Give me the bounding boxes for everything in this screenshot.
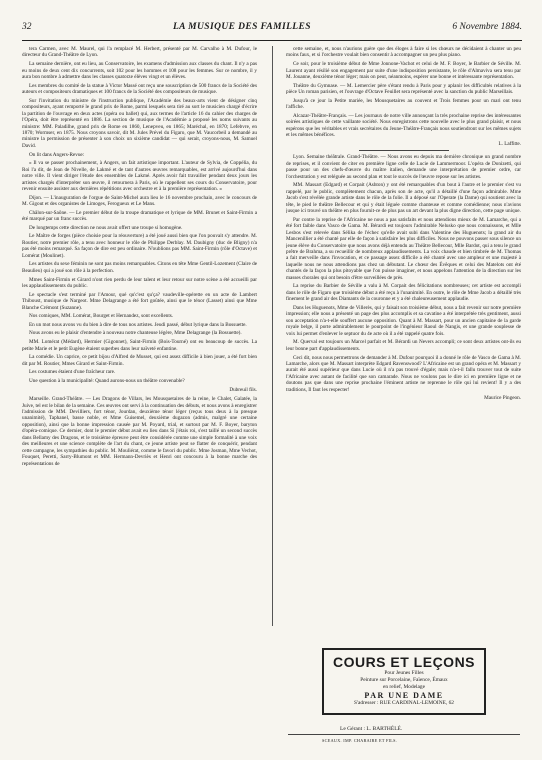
publisher-credit: Le Gérant : L. BARTHÉLÉ. [340, 726, 403, 732]
paragraph: La reprise du Barbier de Séville a valu à M. Corpait des félicitations nombreuses; cet artiste est accompli dans le rôle de Figaro que troisième début a été reçu à l'unanimité. En outre, le rôle de Mme Jacob a détaillé très finement le grand air des Diamants de la couronne et y a été chaleureusement applaudie. [286, 283, 521, 303]
paragraph: Lyon. Semaine théâtrale. Grand-Théâtre. — Nous avons eu depuis ma dernière chronique un grand nombre de reprises, et il convient de citer en première ligne celle de Lucie de Lammermoor. L'opéra de Donizetti, qui passe pour un des chefs-d'œuvre du maître italien, demande une interprétation de premier ordre, car l'orchestration y est reléguée au second plan et tout le succès de l'œuvre repose sur les artistes. [286, 154, 521, 180]
left-column [22, 46, 257, 736]
printer-imprint: SCEAUX. IMP. CHARAIRE ET FILS. [322, 738, 398, 743]
paragraph: La comédie. Un caprice, ce petit bijou d'Alfred de Musset, qui est assez difficile à bien jouer, a été fort bien dit par M. Routier, Mmes Girard et Saint-Firmin. [22, 354, 257, 367]
signature: L. Laffitte. [498, 140, 521, 147]
paragraph: « Il va se passer prochainement, à Angers, un fait artistique important. L'auteur de Sylvia, de Coppélia, du Roi l'a dit, de Jean de Nivelle, de Lakmé et de tant d'autres œuvres remarquables, est arrivé aujourd'hui dans notre ville. Il vient diriger l'étude des ensembles de Lakmé. Après avoir fait travailler pendant deux jours les artistes chargés d'interpréter son œuvre, il retournera à Paris, où le rappellent ses cours du Conservatoire, pour revenir ensuite assister aux dernières répétitions avec orchestre et à la première représentation. » [22, 160, 257, 192]
paragraph: Marseille. Grand-Théâtre. — Les Dragons de Villars, les Mousquetaires de la reine, le Chalet, Galatée, la Juive, tel est le bilan de la semaine. Ces œuvres ont servi à la continuation des débuts, et nous avons à enregistrer l'admission de MM. Devilliers, fort ténor, Jourdan, deuxième ténor léger (reçus tous deux à la presque unanimité), Taphanel, basse noble, et Mme Guisemel, deuxième dugazon (admis, malgré une certaine opposition), ainsi que la bonne impression causée par M. Poyard, trial, et surtout par M. F. Boyer, baryton d'opéra-comique. Ce dernier, dont le premier début avait eu lieu dans Si j'étais roi, s'est taillé un second succès dans Bellamy des Dragons, et le troisième épreuve peut être considérée comme une simple formalité à une voix des meilleures et une science complète de l'art du chant, ce jeune artiste peut se flatter de conquérir, pendant cette campagne, les sympathies du public. M. Mouliérat, comme le favori du public. Mme Josman, Mme Vechot, Fouquet, Peretti, Sarry-Blumont et MM. Hermann-Devriès et Henri ont concouru à la bonne marche des représentations de [22, 396, 257, 467]
paragraph: Ceci dit, nous nous permettrons de demander à M. Dufour pourquoi il a donné le rôle de Vasco de Gama à M. Lamarche, alors que M. Massart interprète Edgard Ravenswood? L'Africaine est un grand opéra et M. Massart y aurait été aussi supérieur que dans Lucie où il n'a pas trouvé d'égale; mais n'a-t-il fallu trouver tout de suite l'Africaine avec autant de facilité que son camarade. Nous ne voulons pas le dire ici en première ligne et ne doutons pas que dans une reprise prochaine l'éminent artiste ne reprenne le rôle qui lui revient! Il y a des traditions, Il faut les respecter! [286, 354, 521, 393]
paragraph: Sur l'invitation du ministre de l'instruction publique, l'Académie des beaux-arts vient de désigner cinq compositeurs, ayant remporté le grand prix de Rome, parmi lesquels sera tiré au sort le musicien chargé d'écrire la partition de l'ouvrage en deux actes (opéra ou ballet) qui, aux termes de l'article 16 du cahier des charges de l'Opéra, doit être représenté en 1886. La section de musique de l'Académie a proposé les noms suivants au ministre: MM. Paladilhe, grand prix de Rome en 1860, Lenepveu, en 1865; Maréchal, en 1870; Lefebvre, en 1870; Wormser, en 1875. Nous croyons savoir, dit M. Jules Prével du Figaro, que M. Vaucorbeil a demandé au ministre la permission de présenter à son choix un sixième candidat — qui serait, croyons-nous, M. Samuel David. [22, 97, 257, 149]
paragraph: Mmes Saint-Firmin et Girard n'ont rien perdu de leur talent et leur retour sur notre scène a été accueilli par les applaudissements du public. [22, 276, 257, 290]
paragraph: Le spectacle s'est terminé par l'Amour, qué qu'c'est qu'ça? vaudeville-opérette en un acte de Lambert Thiboust, musique de Nargeot. Mme Delagrange a été fort goûtée, ainsi que le ténor (Lasset) ainsi que Mme Blanche Crémont (Suzanne). [22, 291, 257, 311]
paragraph: MM. Lomérat (Médard), Hermier (Gigonnet), Saint-Firmin (Bois-Tourné) ont eu beaucoup de succès. La petite Marie et le petit Eugène étaient superbes dans leur naïveté enfantine. [22, 339, 257, 352]
ad-name: PAR UNE DAME [364, 691, 444, 700]
paragraph: Les costumes étaient d'une fraîcheur rare. [29, 369, 116, 376]
issue-date: 6 Novembre 1884. [452, 22, 522, 32]
section-rule [359, 150, 449, 151]
page-number: 32 [22, 22, 32, 32]
signature: Dubreuil fils. [229, 386, 257, 393]
paragraph: Les artistes du sexe féminin ne sont pas moins remarquables. Citons en tête Mme Gentil-Lozement (Claire de Beaulieu) qui a joué son rôle à la perfection. [22, 261, 257, 274]
paragraph: On lit dans Angers-Revue: [29, 151, 85, 158]
footer-rule [288, 734, 520, 735]
page-header [22, 22, 522, 38]
paragraph: La semaine dernière, ont eu lieu, au Conservatoire, les examens d'admission aux classes du chant. Il n'y a pas eu moins de deux cent dix concurrents, soit 102 pour les hommes et 108 pour les femmes. Sur ce nombre, il y aura bon nombre à admettre dans les classes quatorze élèves vingt et un élèves. [22, 61, 257, 80]
paragraph: Théâtre du Gymnase. — M. Lemercier père s'étant rendu à Paris pour y aplanir les difficultés relatives à la pièce Un roman parisien, et l'ouvrage d'Octave Feuillet sera représenté avec la sanction du public Marseillais. [286, 82, 521, 96]
paragraph: Nos comiques, MM. Lomérat, Bourget et Hernandez, sont excellents. [29, 313, 174, 320]
paragraph: Une question à la municipalité: Quand aurons-nous un théâtre convenable? [29, 377, 185, 384]
signature: Maurice Pingeon. [484, 395, 521, 402]
paragraph: Le Maître de forges (pièce choisie pour la réouverture) a été joué aussi bien que l'on pouvait s'y attendre. M. Routier, notre premier rôle, a tenu avec honneur le rôle de Philippe Derblay. M. Daubigny (duc de Bligny) n'a pas été moins remarqué. Sa façon de dire est peu ordinaire. N'oublions pas MM. Saint-Firmin (rôle d'Octave) et Lomérat (Moulinet). [22, 233, 257, 259]
newspaper-page [22, 22, 522, 743]
paragraph: Les membres du comité de la statue à Victor Massé ont reçu une souscription de 500 francs de la Société des auteurs et compositeurs dramatiques et 100 francs de la Société des compositeurs de musique. [22, 82, 257, 96]
journal-title: LA MUSIQUE DES FAMILLES [172, 22, 311, 32]
advertisement-box [322, 648, 486, 715]
paragraph: Dans les Huguenots, Mme de Villerès, qui y faisait son troisième début, nous a fait revenir sur notre première impression; elle nous a présenté un page des plus accomplis et sa cavatine a été interprétée très gentiment, aussi son acceptation n'a-t-elle souffert aucune opposition. Quant à M. Massart, pour un ancien capitaine de la garde royale belge, il porte admirablement le pourpoint de l'ingénieur Raoul de Nangis, et une grande souplesse de voix lui permet d'enlever le septuor du 4e acte où il a été rappelé quatre fois. [286, 305, 521, 337]
paragraph: Par contre la reprise de l'Africaine ne nous a pas satisfaits et nous attendions mieux de M. Lamarche, qui a été fort faible dans Vasco de Gama. M. Bérardi est toujours l'admirable Nelusko que nous connaissons, et Mlle Lesbos s'est relevée dans Sélika de l'échec qu'elle avait subi dans Valentine des Huguenots; la grand air du Mancenillier a été chanté par elle de façon à satisfaire les plus difficiles. Nous ne pouvons passer sous silence un jeune élève du Conservatoire que nous avons déjà entendu au Théâtre Bellecour, Mlle Bardot, qui a tenu le grand prêtre de Brahma, a su recueillir de nombreux applaudissements. La voix chaude et bien timbrée de M. Thomas a fait merveille dans l'invocation, et ce passage assez difficile a été chanté avec une ampleur et une majesté à laquelle nous ne nous attendions pas chez un débutant. Le chœur des Évêques et celui des Matelots ont été chantés de la façon la plus pitoyable que l'on puisse imaginer, et nous appelons l'attention de la direction sur les masses chorales qui ont besoin d'être surveillées de près. [286, 216, 521, 281]
paragraph: En un mot nous avons vu du bien à dire de tous nos artistes. Jeudi passé, début lyrique dans la Bossuette. [29, 321, 247, 328]
ad-line: en relief, Modelage [382, 684, 426, 690]
ad-line: Pour Jeunes Filles [384, 670, 424, 676]
paragraph: tera Carmen, avec M. Maurel, qui l'a remplacé M. Herbert, présenté par M. Carvalho à M. Dufour, le directeur du Grand-Théâtre de Lyon. [22, 46, 257, 59]
paragraph: Nous avons eu le plaisir d'entendre à nouveau notre chanteuse légère, Mme Delagrange (la Bossuette). [29, 330, 242, 337]
header-rule [22, 40, 522, 41]
ad-line: Peinture sur Porcelaine, Faïence, Émaux [360, 677, 448, 683]
paragraph: Dijon. — L'inauguration de l'orgue de Saint-Michel aura lieu le 16 novembre prochain, avec le concours de M. Gigout et des organistes de Limoges, Ferogueux et Le Mans. [22, 194, 257, 208]
paragraph: Alcazar-Théâtre-Français. — Les journaux de notre ville annonçant la très prochaine reprise des intéressantes soirées artistiques de cette vaillante société. Nous enregistrons cette nouvelle avec le plus grand plaisir, et nous espérons que les véritables et vrais secrétaires du Jeune-Théâtre-Français nous soutiendront sur les mêmes sujets et les mêmes bénéfices. [286, 112, 521, 139]
ad-headline: COURS ET LEÇONS [332, 654, 476, 670]
paragraph: Ce soir, pour le troisième début de Mme Jonnone-Vachot et celui de M. F. Boyer, le Barbier de Séville. M. Laurent ayant résilié son engagement par suite d'une indisposition persistante, le rôle d'Almaviva sera tenu par M. Jouanne, deuxième ténor léger; mais on peut, néanmoins, espérer une bonne et intéressante représentation. [286, 61, 521, 80]
ad-address: S'adresser : RUE CARDINAL-LEMOINE, 62 [354, 700, 454, 706]
paragraph: Jusqu'à ce jour la Petite mariée, les Mousquetaires au couvent et Trois femmes pour un mari ont tenu l'affiche. [286, 97, 521, 111]
paragraph: M. Querval est toujours un Marcel parfait et M. Bérardi un Nevers accompli; ce sont deux artistes ont-ils eu leur bonne part d'applaudissements. [286, 339, 521, 352]
paragraph: De longtemps cette direction ne nous avait offert une troupe si homogène. [29, 224, 183, 231]
column-divider [272, 46, 273, 626]
paragraph: cette semaine, et, nous n'aurions guère que des éloges à faire si les chœurs ne décidaient à chanter un peu moins faux, et si l'orchestre voulait bien consentir à accompagner un peu plus piano. [286, 46, 521, 59]
paragraph: Châlon-sur-Saône. — Le premier début de la troupe dramatique et lyrique de MM. Brunet et Saint-Firmin a été marqué par un franc succès. [22, 209, 257, 223]
paragraph: MM. Massart (Edgard) et Corpait (Ashton) y ont été remarquables d'un bout à l'autre et le premier s'est vu rappelé, par le public, complètement chacun, après son 4e acte, qu'il a détaillé d'une façon admirable. Mme Jacob s'est révélée grande artiste dans le rôle de la folie. Il a déposé sur l'Operate (la Dame) qui soutient avec la tête, le pied le théâtre Bellecour et qui y était léguée comme chanteuse et comme comédienne; nous n'avions jusque ici trouvé un théâtre en plus fournit-ce de plus pas un art devant la plus digne direction, cette page unique. [286, 182, 521, 215]
right-column [286, 46, 521, 736]
